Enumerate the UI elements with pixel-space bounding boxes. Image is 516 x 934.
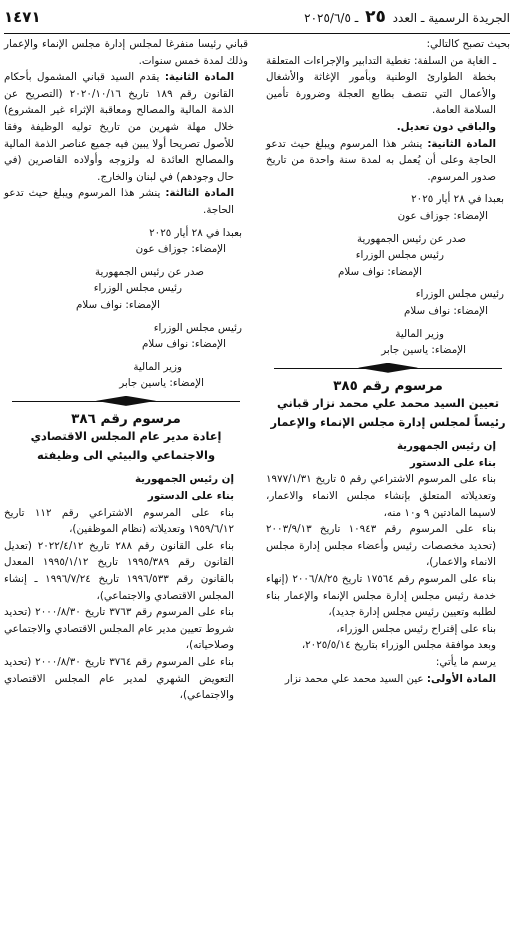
pm-title: رئيس مجلس الوزراء bbox=[153, 321, 242, 334]
signature-finance: الإمضاء: ياسين جابر bbox=[381, 344, 466, 357]
article-3 bbox=[4, 185, 248, 218]
constitution-line: بناء على الدستور bbox=[147, 490, 234, 503]
signature-finance: الإمضاء: ياسين جابر bbox=[119, 377, 204, 390]
article-label: المادة الثانية: bbox=[427, 137, 496, 150]
pm-title: رئيس مجلس الوزراء bbox=[93, 282, 182, 295]
article-text: عين السيد محمد علي محمد نزار bbox=[284, 672, 424, 685]
article-2 bbox=[4, 69, 248, 185]
page-header bbox=[4, 4, 510, 30]
whereas-clause: بناء على المرسوم رقم ١٧٥٦٤ تاريخ ٢٠٠٦/٨/٢٥ (إنهاء خدمة رئيس مجلس إدارة مجلس الإنماء والإعمار بناء لطلبه وتعيين رئيس مجلس إدارة جديد)، bbox=[266, 573, 496, 619]
text-line: بحيث تصبح كالتالي: bbox=[426, 38, 510, 50]
text-paragraph: قباني رئيسا منفرغا لمجلس إدارة مجلس الإنماء والإعمار وذلك لمدة خمس سنوات. bbox=[4, 38, 248, 67]
whereas-clause: بناء على المرسوم الاشتراعي رقم ٥ تاريخ ١٩٧٧/١/٣١ وتعديلاته المتعلق بإنشاء مجلس الانماء والاعمار، لاسيما المادتين ٩ و١٠ منه، bbox=[266, 473, 496, 519]
right-column bbox=[266, 36, 510, 687]
signature-pm: الإمضاء: نواف سلام bbox=[403, 304, 488, 317]
issue-date: ـ ٢٠٢٥/٦/٥ bbox=[304, 11, 359, 25]
gazette-name: الجريدة الرسمية ـ العدد bbox=[392, 11, 510, 25]
article-1 bbox=[266, 671, 510, 688]
president-line: إن رئيس الجمهورية bbox=[396, 440, 496, 453]
president-line: إن رئيس الجمهورية bbox=[134, 473, 234, 486]
decrees-line: يرسم ما يأتي: bbox=[435, 656, 496, 668]
signature-president: الإمضاء: جوزاف عون bbox=[135, 243, 226, 256]
article-label: المادة الثالثة: bbox=[165, 187, 234, 200]
signature-president: الإمضاء: جوزاف عون bbox=[397, 209, 488, 222]
date-line: بعبدا في ٢٨ أيار ٢٠٢٥ bbox=[411, 193, 504, 206]
article-label: المادة الأولى: bbox=[426, 672, 496, 685]
whereas-clause: بناء على المرسوم رقم ٣٧٦٤ تاريخ ٢٠٠٠/٨/٣٠ (تحديد التعويض الشهري لمدير عام المجلس الاقتصادي والاجتماعي)، bbox=[4, 656, 234, 702]
left-column bbox=[4, 36, 248, 704]
page-number: ١٤٧١ bbox=[4, 8, 41, 26]
signature-pm: الإمضاء: نواف سلام bbox=[337, 265, 422, 278]
text-line: والباقي دون تعديل. bbox=[396, 120, 496, 133]
article-2 bbox=[266, 136, 510, 186]
decree-number: مرسوم رقم ٣٨٦ bbox=[71, 410, 181, 427]
constitution-line: بناء على الدستور bbox=[409, 456, 496, 469]
finance-minister-title: وزير المالية bbox=[133, 360, 182, 373]
header-rule bbox=[4, 33, 510, 34]
finance-minister-title: وزير المالية bbox=[395, 327, 444, 340]
whereas-clause: بناء على القانون رقم ٢٨٨ تاريخ ٢٠٢٢/٤/١٢ (تعديل القانون رقم ١٩٩٥/٣٨٩ تاريخ ١٩٩٥/١/١٢ المعدل بالقانون رقم ١٩٩٦/٥٣٣ تاريخ ١٩٩٦/٧/٢٤ ـ إنشاء المجلس الاقتصادي والاجتماعي)، bbox=[4, 539, 234, 602]
whereas-clause: بناء على المرسوم الاشتراعي رقم ١١٢ تاريخ ١٩٥٩/٦/١٢ وتعديلاته (نظام الموظفين)، bbox=[4, 506, 234, 536]
whereas-clause: بناء على المرسوم رقم ١٠٩٤٣ تاريخ ٢٠٠٣/٩/١٣ (تحديد مخصصات رئيس وأعضاء مجلس إدارة مجلس الانماء والاعمار)، bbox=[266, 523, 496, 569]
whereas-clause: بناء على المرسوم رقم ٣٧٦٣ تاريخ ٢٠٠٠/٨/٣٠ (تحديد شروط تعيين مدير عام المجلس الاقتصادي والاجتماعي وصلاحياته)، bbox=[4, 606, 234, 652]
decree-title: إعادة مدير عام المجلس الاقتصادي والاجتماعي والبيئي الى وظيفته bbox=[30, 429, 222, 463]
article-label: المادة الثانية: bbox=[164, 71, 234, 84]
pm-title: رئيس مجلس الوزراء bbox=[355, 249, 444, 262]
issued-by: صدر عن رئيس الجمهورية bbox=[94, 265, 204, 278]
gazette-title bbox=[304, 7, 510, 27]
whereas-clause: وبعد موافقة مجلس الوزراء بتاريخ ٢٠٢٥/٥/١٤، bbox=[301, 639, 496, 652]
date-line: بعبدا في ٢٨ أيار ٢٠٢٥ bbox=[149, 226, 242, 239]
issue-number: ٢٥ bbox=[365, 7, 386, 27]
issued-by: صدر عن رئيس الجمهورية bbox=[356, 232, 466, 245]
signature-pm: الإمضاء: نواف سلام bbox=[141, 338, 226, 351]
section-divider bbox=[4, 395, 248, 407]
section-divider bbox=[266, 362, 510, 374]
whereas-clause: بناء على إقتراح رئيس مجلس الوزراء، bbox=[336, 622, 496, 635]
article-text: ينشر هذا المرسوم ويبلغ حيث تدعو الحاجة وعلى أن يُعمل به لمدة سنة واحدة من تاريخ صدور المرسوم. bbox=[266, 137, 496, 183]
decree-number: مرسوم رقم ٣٨٥ bbox=[333, 377, 443, 394]
article-text: يقدم السيد قباني المشمول بأحكام القانون رقم ١٨٩ تاريخ ٢٠٢٠/١٠/١٦ (التصريح عن الذمة المالية والمصالح ومعاقبة الإثراء غير المشروع) خلال مهلة شهرين من تاريخ توليه الوظيفة وفقا للأصول تصريحا أولا يبين فيه جميع عناصر الذمة المالية والمصالح العائدة له ولزوجه وأولاده القاصرين (في حال وجودهم) في لبنان والخارج. bbox=[4, 71, 234, 183]
pm-title: رئيس مجلس الوزراء bbox=[415, 288, 504, 301]
article-text: ينشر هذا المرسوم ويبلغ حيث تدعو الحاجة. bbox=[4, 187, 234, 216]
signature-pm: الإمضاء: نواف سلام bbox=[75, 298, 160, 311]
text-paragraph: ـ الغاية من السلفة: تغطية التدابير والإجراءات المتعلقة بخطة الطوارئ الوطنية وبأمور الإغاثة والأشغال والأعمال التي تتصف بطابع العجلة وضرورة تأمين السلامة العامة. bbox=[266, 54, 496, 117]
decree-title: تعيين السيد محمد علي محمد نزار قباني رئيساً لمجلس إدارة مجلس الإنماء والإعمار bbox=[270, 396, 506, 430]
